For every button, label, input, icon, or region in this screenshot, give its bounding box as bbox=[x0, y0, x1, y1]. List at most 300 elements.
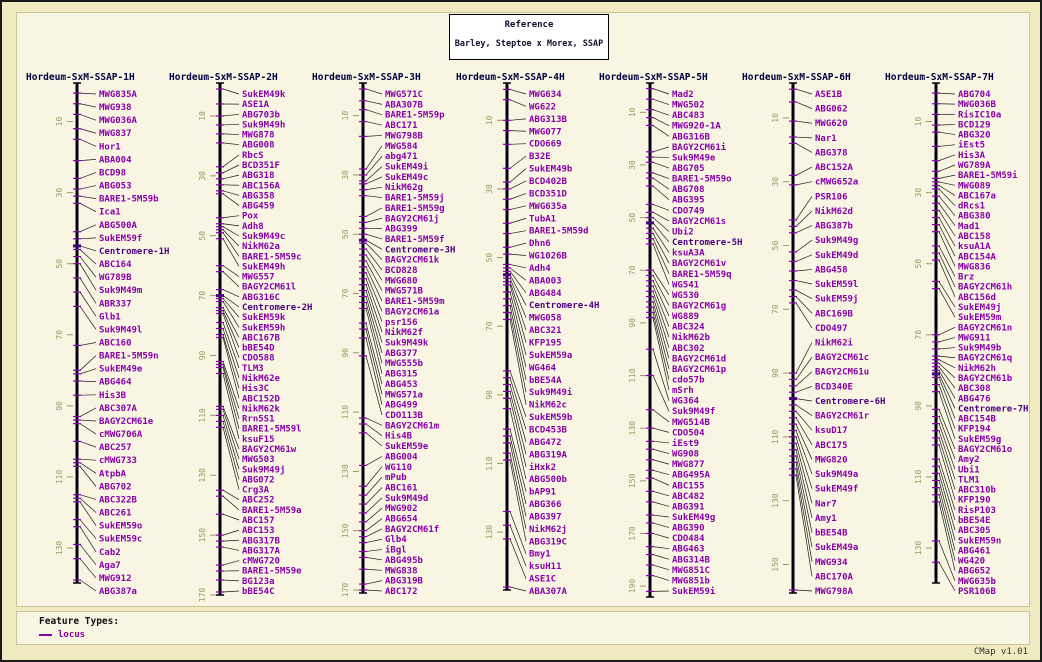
marker-label[interactable]: Nar1 bbox=[815, 133, 837, 144]
marker-label[interactable]: BAGY2CM61g bbox=[672, 301, 727, 312]
marker-label[interactable]: ksuA1A bbox=[958, 242, 991, 253]
marker-label[interactable]: SukEM49b bbox=[529, 164, 573, 175]
marker-label[interactable]: ABC154B bbox=[958, 414, 996, 425]
marker-label[interactable]: KFP195 bbox=[529, 338, 562, 349]
marker-label[interactable]: ABG397 bbox=[529, 512, 562, 523]
marker-label[interactable]: BAGY2CM61w bbox=[242, 445, 297, 455]
marker-label[interactable]: Suk9M49b bbox=[958, 343, 1002, 354]
marker-label[interactable]: NikM62b bbox=[672, 333, 710, 344]
centromere-label[interactable]: Centromere-2H bbox=[242, 303, 313, 313]
marker-label[interactable]: MWG680 bbox=[385, 276, 418, 287]
marker-label[interactable]: SukEM49d bbox=[815, 250, 859, 261]
marker-label[interactable]: ABG390 bbox=[672, 523, 705, 534]
marker-label[interactable]: Suk9M49d bbox=[385, 493, 429, 504]
marker-label[interactable]: NikM62i bbox=[815, 338, 853, 349]
marker-label[interactable]: BARE1-5M59g bbox=[385, 203, 445, 214]
marker-label[interactable]: MWG077 bbox=[529, 127, 562, 138]
marker-label[interactable]: WG530 bbox=[672, 290, 700, 301]
marker-label[interactable]: BAGY2CM61d bbox=[672, 354, 727, 365]
marker-label[interactable]: mPub bbox=[385, 473, 407, 484]
marker-label[interactable]: Suk9M49g bbox=[815, 236, 859, 247]
marker-label[interactable]: BAGY2CM61v bbox=[672, 259, 727, 270]
marker-label[interactable]: ABG320 bbox=[958, 130, 991, 141]
marker-label[interactable]: MWG058 bbox=[529, 313, 562, 324]
marker-label[interactable]: iEst5 bbox=[958, 140, 986, 151]
marker-label[interactable]: WG789B bbox=[99, 273, 132, 284]
marker-label[interactable]: ABG053 bbox=[99, 181, 132, 192]
marker-label[interactable]: BARE1-5M59l bbox=[242, 424, 302, 435]
marker-label[interactable]: ABG702 bbox=[99, 482, 132, 493]
marker-label[interactable]: MWG934 bbox=[815, 557, 848, 568]
marker-label[interactable]: BG123a bbox=[242, 576, 275, 587]
marker-label[interactable]: NikM62e bbox=[242, 374, 280, 384]
marker-label[interactable]: SukEM59o bbox=[99, 521, 143, 532]
marker-label[interactable]: WG1026B bbox=[529, 251, 567, 262]
marker-label[interactable]: ABC261 bbox=[99, 508, 132, 519]
marker-label[interactable]: MWG851C bbox=[672, 565, 710, 576]
marker-label[interactable]: Suk9M49h bbox=[242, 120, 286, 131]
marker-label[interactable]: BARE1-5M59q bbox=[672, 269, 732, 280]
marker-label[interactable]: mSrh bbox=[672, 386, 694, 397]
marker-label[interactable]: BAGY2CM61u bbox=[815, 367, 870, 378]
marker-label[interactable]: KFP190 bbox=[958, 495, 991, 506]
marker-label[interactable]: ksuD17 bbox=[815, 426, 848, 437]
marker-label[interactable]: bBE54C bbox=[242, 587, 275, 597]
marker-label[interactable]: ABC167B bbox=[242, 333, 280, 344]
marker-label[interactable]: MWG878 bbox=[242, 130, 275, 141]
marker-label[interactable]: Amy1 bbox=[815, 513, 837, 524]
marker-label[interactable]: TLM1 bbox=[958, 475, 980, 486]
marker-label[interactable]: NikM62k bbox=[242, 404, 280, 415]
marker-label[interactable]: BAGY2CM61k bbox=[385, 255, 440, 266]
marker-label[interactable]: cMWG733 bbox=[99, 456, 137, 467]
marker-label[interactable]: WG889 bbox=[672, 312, 700, 323]
marker-label[interactable]: ABG484 bbox=[529, 288, 562, 299]
marker-label[interactable]: iBgl bbox=[385, 545, 407, 556]
marker-label[interactable]: ABG317A bbox=[242, 546, 280, 557]
marker-label[interactable]: BCD351D bbox=[529, 189, 567, 200]
marker-label[interactable]: ABG313B bbox=[529, 114, 567, 125]
marker-label[interactable]: Ica1 bbox=[99, 207, 121, 218]
marker-label[interactable]: RisIC10a bbox=[958, 110, 1002, 121]
marker-label[interactable]: BARE1-5M59a bbox=[242, 505, 302, 516]
marker-label[interactable]: ABC308 bbox=[958, 384, 991, 395]
marker-label[interactable]: BAGY2CM61a bbox=[385, 307, 440, 318]
marker-label[interactable]: SukEM59f bbox=[99, 233, 143, 244]
marker-label[interactable]: ABG459 bbox=[242, 201, 275, 212]
marker-label[interactable]: His4B bbox=[385, 431, 413, 442]
marker-label[interactable]: ABG316B bbox=[672, 132, 710, 143]
marker-label[interactable]: ABC324 bbox=[672, 322, 705, 333]
marker-label[interactable]: ABC164 bbox=[99, 260, 132, 271]
marker-label[interactable]: cMWG706A bbox=[99, 430, 143, 441]
marker-label[interactable]: WG908 bbox=[672, 449, 700, 460]
marker-label[interactable]: BAGY2CM61s bbox=[672, 216, 727, 227]
marker-label[interactable]: ABG395 bbox=[672, 195, 705, 206]
marker-label[interactable]: SukEM49a bbox=[815, 543, 859, 554]
marker-label[interactable]: SukEM59b bbox=[529, 413, 573, 424]
marker-label[interactable]: BARE1-5M59j bbox=[385, 193, 445, 204]
marker-label[interactable]: MWG514B bbox=[672, 417, 710, 428]
marker-label[interactable]: TubA1 bbox=[529, 214, 557, 225]
marker-label[interactable]: SukEM59n bbox=[958, 536, 1002, 547]
marker-label[interactable]: ABG318 bbox=[242, 171, 275, 182]
marker-label[interactable]: Hor1 bbox=[99, 142, 121, 153]
marker-label[interactable]: ABC155 bbox=[672, 481, 705, 492]
marker-label[interactable]: ABC307A bbox=[99, 403, 137, 414]
marker-label[interactable]: BAGY2CM61l bbox=[242, 282, 297, 293]
marker-label[interactable]: ASE1A bbox=[242, 100, 270, 111]
marker-label[interactable]: ABG316C bbox=[242, 292, 280, 303]
marker-label[interactable]: KFP194 bbox=[958, 424, 991, 435]
marker-label[interactable]: ABC175 bbox=[815, 440, 848, 451]
marker-label[interactable]: SukEM49c bbox=[385, 172, 429, 183]
marker-label[interactable]: BAGY2CM61r bbox=[815, 411, 870, 422]
marker-label[interactable]: ABG464 bbox=[99, 377, 132, 388]
marker-label[interactable]: BARE1-5M59c bbox=[242, 252, 302, 263]
marker-label[interactable]: B32E bbox=[529, 152, 551, 163]
marker-label[interactable]: MWG820 bbox=[815, 455, 848, 466]
marker-label[interactable]: ABG705 bbox=[672, 164, 705, 175]
marker-label[interactable]: SukEM49i bbox=[385, 162, 429, 173]
marker-label[interactable]: ABC171 bbox=[385, 121, 418, 132]
marker-label[interactable]: ABC160 bbox=[99, 338, 132, 349]
marker-label[interactable]: SukEM59k bbox=[242, 313, 286, 324]
marker-label[interactable]: RisP103 bbox=[958, 505, 996, 516]
marker-label[interactable]: ASE1B bbox=[815, 90, 843, 100]
marker-label[interactable]: ABC483 bbox=[672, 111, 705, 122]
marker-label[interactable]: BARE1-5M59e bbox=[242, 566, 302, 577]
marker-label[interactable]: ABG319A bbox=[529, 450, 567, 461]
marker-label[interactable]: BARE1-5M59f bbox=[385, 234, 445, 245]
marker-label[interactable]: ASE1C bbox=[529, 574, 557, 585]
marker-label[interactable]: NikM62g bbox=[385, 183, 423, 194]
marker-label[interactable]: Glb4 bbox=[385, 535, 407, 546]
marker-label[interactable]: ABC321 bbox=[529, 326, 562, 337]
marker-label[interactable]: Amy2 bbox=[958, 455, 980, 466]
marker-label[interactable]: BAGY2CM61c bbox=[815, 353, 870, 364]
marker-label[interactable]: BCD402B bbox=[529, 176, 567, 187]
marker-label[interactable]: ABG319B bbox=[385, 576, 423, 587]
marker-label[interactable]: CDO588 bbox=[242, 353, 275, 364]
marker-label[interactable]: ABG380 bbox=[958, 211, 991, 222]
marker-label[interactable]: MWG912 bbox=[99, 573, 132, 584]
marker-label[interactable]: WG541 bbox=[672, 280, 700, 291]
marker-label[interactable]: bBE54A bbox=[529, 375, 562, 386]
marker-label[interactable]: PSR106 bbox=[815, 192, 848, 203]
marker-label[interactable]: Cab2 bbox=[99, 547, 121, 558]
marker-label[interactable]: MWG503 bbox=[242, 455, 275, 466]
marker-label[interactable]: ABC305 bbox=[958, 526, 991, 537]
marker-label[interactable]: ABA004 bbox=[99, 155, 132, 166]
marker-label[interactable]: ABG458 bbox=[815, 265, 848, 276]
marker-label[interactable]: ABG500A bbox=[99, 220, 137, 231]
marker-label[interactable]: ABG495b bbox=[385, 555, 423, 566]
marker-label[interactable]: ABG319C bbox=[529, 537, 567, 548]
marker-label[interactable]: NikM62d bbox=[815, 206, 853, 217]
marker-label[interactable]: bBE54E bbox=[958, 516, 991, 526]
marker-label[interactable]: SukEM59a bbox=[529, 350, 573, 361]
marker-label[interactable]: His3C bbox=[242, 384, 270, 395]
centromere-label[interactable]: Centromere-3H bbox=[385, 245, 456, 256]
marker-label[interactable]: ABG072 bbox=[242, 475, 275, 486]
marker-label[interactable]: ABG314B bbox=[672, 555, 710, 566]
marker-label[interactable]: dRcs1 bbox=[958, 201, 986, 212]
marker-label[interactable]: WG464 bbox=[529, 363, 557, 374]
marker-label[interactable]: BAGY2CM61q bbox=[958, 353, 1013, 364]
marker-label[interactable]: MWG620 bbox=[815, 119, 848, 130]
marker-label[interactable]: cMWG720 bbox=[242, 556, 280, 567]
marker-label[interactable]: WG110 bbox=[385, 462, 413, 473]
marker-label[interactable]: MWG837 bbox=[99, 129, 132, 140]
marker-label[interactable]: bAP91 bbox=[529, 487, 557, 498]
marker-label[interactable]: WG622 bbox=[529, 102, 557, 113]
marker-label[interactable]: Suk9M49c bbox=[242, 232, 286, 242]
marker-label[interactable]: Ubi1 bbox=[958, 465, 980, 476]
marker-label[interactable]: psr156 bbox=[385, 317, 418, 328]
marker-label[interactable]: ABG008 bbox=[242, 140, 275, 151]
marker-label[interactable]: BAGY2CM61o bbox=[958, 445, 1013, 455]
marker-label[interactable]: BARE1-5M59p bbox=[385, 110, 445, 121]
marker-label[interactable]: ABG317B bbox=[242, 536, 280, 547]
marker-label[interactable]: ABG472 bbox=[529, 437, 562, 448]
marker-label[interactable]: SukEM59j bbox=[815, 294, 859, 305]
marker-label[interactable]: ABC156A bbox=[242, 181, 280, 192]
marker-label[interactable]: cMWG652a bbox=[815, 177, 859, 188]
marker-label[interactable]: abg471 bbox=[385, 152, 418, 163]
marker-label[interactable]: BAGY2CM61n bbox=[958, 323, 1013, 334]
marker-label[interactable]: Bmy1 bbox=[529, 549, 551, 560]
marker-label[interactable]: BAGY2CM61e bbox=[99, 416, 154, 427]
marker-label[interactable]: ABC169B bbox=[815, 309, 853, 320]
marker-label[interactable]: bBE54D bbox=[242, 343, 275, 354]
marker-label[interactable]: ksuA3A bbox=[672, 248, 705, 259]
marker-label[interactable]: ABG461 bbox=[958, 546, 991, 557]
marker-label[interactable]: WG420 bbox=[958, 556, 986, 567]
marker-label[interactable]: AtpbA bbox=[99, 469, 127, 480]
marker-label[interactable]: ABG654 bbox=[385, 514, 418, 525]
marker-label[interactable]: CDO113B bbox=[385, 410, 423, 421]
marker-label[interactable]: BARE1-5M59i bbox=[958, 171, 1018, 182]
marker-label[interactable]: ABC170A bbox=[815, 572, 853, 583]
marker-label[interactable]: ABC322B bbox=[99, 495, 137, 506]
marker-label[interactable]: ABG377 bbox=[385, 348, 418, 359]
marker-label[interactable]: MWG938 bbox=[99, 103, 132, 114]
marker-label[interactable]: Mad1 bbox=[958, 221, 980, 232]
marker-label[interactable]: MWG502 bbox=[672, 100, 705, 111]
marker-label[interactable]: ABG500b bbox=[529, 475, 567, 486]
marker-label[interactable]: Suk9M49m bbox=[99, 286, 143, 297]
marker-label[interactable]: ABC156d bbox=[958, 292, 996, 303]
marker-label[interactable]: MWG902 bbox=[385, 504, 418, 515]
marker-label[interactable]: CDO484 bbox=[672, 534, 705, 545]
marker-label[interactable]: CDO497 bbox=[815, 323, 848, 334]
marker-label[interactable]: ABG387a bbox=[99, 587, 137, 597]
marker-label[interactable]: MWG555b bbox=[385, 359, 423, 370]
centromere-label[interactable]: Centromere-6H bbox=[815, 396, 886, 407]
marker-label[interactable]: ABG366 bbox=[529, 500, 562, 511]
marker-label[interactable]: Brz bbox=[958, 272, 975, 283]
marker-label[interactable]: BARE1-5M59b bbox=[99, 194, 159, 205]
marker-label[interactable]: Pox bbox=[242, 211, 259, 222]
marker-label[interactable]: MWG635a bbox=[529, 201, 567, 212]
marker-label[interactable]: MWG835A bbox=[99, 90, 137, 100]
marker-label[interactable]: SukEM49g bbox=[672, 512, 716, 523]
marker-label[interactable]: RbcS bbox=[242, 150, 264, 161]
marker-label[interactable]: BCD351F bbox=[242, 161, 280, 171]
marker-label[interactable]: ABG652 bbox=[958, 566, 991, 577]
marker-label[interactable]: Crg3A bbox=[242, 485, 270, 496]
marker-label[interactable]: His3A bbox=[958, 150, 986, 161]
marker-label[interactable]: BCD828 bbox=[385, 266, 418, 277]
marker-label[interactable]: WG364 bbox=[672, 396, 700, 407]
marker-label[interactable]: BAGY2CM61m bbox=[385, 421, 440, 432]
marker-label[interactable]: PSR106B bbox=[958, 587, 996, 597]
marker-label[interactable]: ABC153 bbox=[242, 526, 275, 537]
marker-label[interactable]: BARE1-5M59d bbox=[529, 226, 589, 237]
marker-label[interactable]: Nar7 bbox=[815, 499, 837, 510]
centromere-label[interactable]: Centromere-5H bbox=[672, 238, 743, 249]
marker-label[interactable]: MWG798A bbox=[815, 587, 853, 597]
marker-label[interactable]: MWG920-1A bbox=[672, 121, 721, 132]
marker-label[interactable]: BAGY2CM61b bbox=[958, 374, 1013, 384]
marker-label[interactable]: ABG387b bbox=[815, 221, 853, 232]
marker-label[interactable]: ABC257 bbox=[99, 443, 132, 454]
marker-label[interactable]: ABC152D bbox=[242, 394, 280, 405]
marker-label[interactable]: ABC482 bbox=[672, 491, 705, 502]
marker-label[interactable]: WG789A bbox=[958, 161, 991, 171]
marker-label[interactable]: MWG911 bbox=[958, 333, 991, 344]
marker-label[interactable]: NikM62a bbox=[242, 242, 280, 253]
marker-label[interactable]: BAGY2CM61p bbox=[672, 364, 727, 375]
marker-label[interactable]: MWG838 bbox=[385, 566, 418, 577]
marker-label[interactable]: SukEM59e bbox=[385, 442, 429, 453]
marker-label[interactable]: MWG877 bbox=[672, 460, 705, 471]
centromere-label[interactable]: Centromere-7H bbox=[958, 404, 1029, 415]
marker-label[interactable]: BARE1-5M59o bbox=[672, 174, 732, 185]
centromere-label[interactable]: Centromere-4H bbox=[529, 301, 600, 312]
marker-label[interactable]: ABA003 bbox=[529, 276, 562, 287]
marker-label[interactable]: SukEM59m bbox=[958, 313, 1002, 324]
marker-label[interactable]: BAGY2CM61i bbox=[672, 142, 727, 153]
marker-label[interactable]: SukEM49k bbox=[242, 90, 286, 100]
marker-label[interactable]: Suk9M49i bbox=[529, 388, 573, 399]
marker-label[interactable]: SukEM59c bbox=[99, 534, 143, 545]
marker-label[interactable]: SukEM49f bbox=[815, 484, 859, 495]
marker-label[interactable]: SukEM59g bbox=[958, 434, 1002, 445]
marker-label[interactable]: BAGY2CM61j bbox=[385, 214, 440, 225]
marker-label[interactable]: TLM3 bbox=[242, 363, 264, 374]
marker-label[interactable]: ABC154A bbox=[958, 252, 996, 263]
marker-label[interactable]: CDO504 bbox=[672, 428, 705, 439]
marker-label[interactable]: MWG635b bbox=[958, 576, 996, 587]
marker-label[interactable]: ABC252 bbox=[242, 495, 275, 506]
marker-label[interactable]: ABG495A bbox=[672, 470, 710, 481]
marker-label[interactable]: SukEM49j bbox=[958, 303, 1002, 313]
marker-label[interactable]: MWG571a bbox=[385, 390, 423, 401]
marker-label[interactable]: ABC161 bbox=[385, 483, 418, 494]
marker-label[interactable]: MWG089 bbox=[958, 181, 991, 192]
marker-label[interactable]: Suk9M49e bbox=[672, 153, 716, 164]
marker-label[interactable]: ksuF15 bbox=[242, 434, 275, 445]
marker-label[interactable]: MWG851b bbox=[672, 576, 710, 587]
marker-label[interactable]: Suk9M49a bbox=[815, 470, 859, 481]
marker-label[interactable]: MWG036B bbox=[958, 100, 996, 111]
marker-label[interactable]: ABC157 bbox=[242, 516, 275, 526]
marker-label[interactable]: ABG399 bbox=[385, 224, 418, 235]
marker-label[interactable]: SukEM49h bbox=[242, 262, 286, 273]
marker-label[interactable]: ABC302 bbox=[672, 343, 705, 354]
marker-label[interactable]: ABA307A bbox=[529, 587, 567, 597]
marker-label[interactable]: iHxk2 bbox=[529, 462, 557, 473]
marker-label[interactable]: BARE1-5M59m bbox=[385, 297, 445, 308]
marker-label[interactable]: ABG315 bbox=[385, 369, 418, 380]
marker-label[interactable]: SukEM49e bbox=[99, 364, 143, 375]
marker-label[interactable]: BCD98 bbox=[99, 168, 127, 179]
marker-label[interactable]: cdo57b bbox=[672, 375, 705, 386]
marker-label[interactable]: Dhn6 bbox=[529, 239, 551, 250]
marker-label[interactable]: SukEM59i bbox=[672, 587, 716, 597]
marker-label[interactable]: Adh8 bbox=[242, 221, 264, 232]
marker-label[interactable]: BARE1-5M59n bbox=[99, 351, 159, 362]
marker-label[interactable]: MWG571B bbox=[385, 286, 423, 297]
marker-label[interactable]: SukEM59l bbox=[815, 280, 859, 291]
marker-label[interactable]: Rrn5S1 bbox=[242, 414, 275, 425]
marker-label[interactable]: ABG358 bbox=[242, 191, 275, 202]
marker-label[interactable]: ABG004 bbox=[385, 452, 418, 463]
marker-label[interactable]: ABG476 bbox=[958, 394, 991, 405]
marker-label[interactable]: BCD340E bbox=[815, 382, 853, 393]
marker-label[interactable]: Suk9M49l bbox=[99, 325, 143, 336]
marker-label[interactable]: Suk9M49j bbox=[242, 465, 286, 476]
marker-label[interactable]: ksuH11 bbox=[529, 562, 562, 573]
marker-label[interactable]: ABG463 bbox=[672, 544, 705, 555]
marker-label[interactable]: ABG703b bbox=[242, 110, 280, 121]
marker-label[interactable]: NikM62j bbox=[529, 524, 567, 535]
marker-label[interactable]: BAGY2CM61h bbox=[958, 282, 1013, 293]
marker-label[interactable]: Ubi2 bbox=[672, 227, 694, 238]
marker-label[interactable]: MWG836 bbox=[958, 262, 991, 273]
marker-label[interactable]: bBE54B bbox=[815, 528, 848, 539]
marker-label[interactable]: CDO669 bbox=[529, 139, 562, 150]
marker-label[interactable]: Aga7 bbox=[99, 560, 121, 571]
centromere-label[interactable]: Centromere-1H bbox=[99, 246, 170, 257]
marker-label[interactable]: NikM62f bbox=[385, 328, 423, 339]
marker-label[interactable]: MWG571C bbox=[385, 90, 423, 100]
marker-label[interactable]: BAGY2CM61f bbox=[385, 524, 440, 535]
marker-label[interactable]: ABG062 bbox=[815, 104, 848, 115]
marker-label[interactable]: ABG378 bbox=[815, 148, 848, 159]
marker-label[interactable]: BCD129 bbox=[958, 120, 991, 131]
marker-label[interactable]: ABG708 bbox=[672, 185, 705, 196]
marker-label[interactable]: ABC167a bbox=[958, 191, 996, 202]
marker-label[interactable]: ABC152A bbox=[815, 163, 853, 174]
marker-label[interactable]: MWG798B bbox=[385, 131, 423, 142]
marker-label[interactable]: Adh4 bbox=[529, 263, 551, 274]
marker-label[interactable]: His3B bbox=[99, 390, 127, 401]
marker-label[interactable]: ABC158 bbox=[958, 232, 991, 242]
marker-label[interactable]: ABG704 bbox=[958, 90, 991, 100]
marker-label[interactable]: ABC310b bbox=[958, 485, 996, 496]
marker-label[interactable]: MWG584 bbox=[385, 141, 418, 152]
marker-label[interactable]: Suk9M49f bbox=[672, 407, 716, 418]
marker-label[interactable]: MWG557 bbox=[242, 272, 275, 283]
marker-label[interactable]: BCD453B bbox=[529, 425, 567, 436]
marker-label[interactable]: ABG453 bbox=[385, 379, 418, 390]
marker-label[interactable]: ABG391 bbox=[672, 502, 705, 513]
marker-label[interactable]: Glb1 bbox=[99, 312, 121, 323]
marker-label[interactable]: NikM62c bbox=[529, 400, 567, 411]
